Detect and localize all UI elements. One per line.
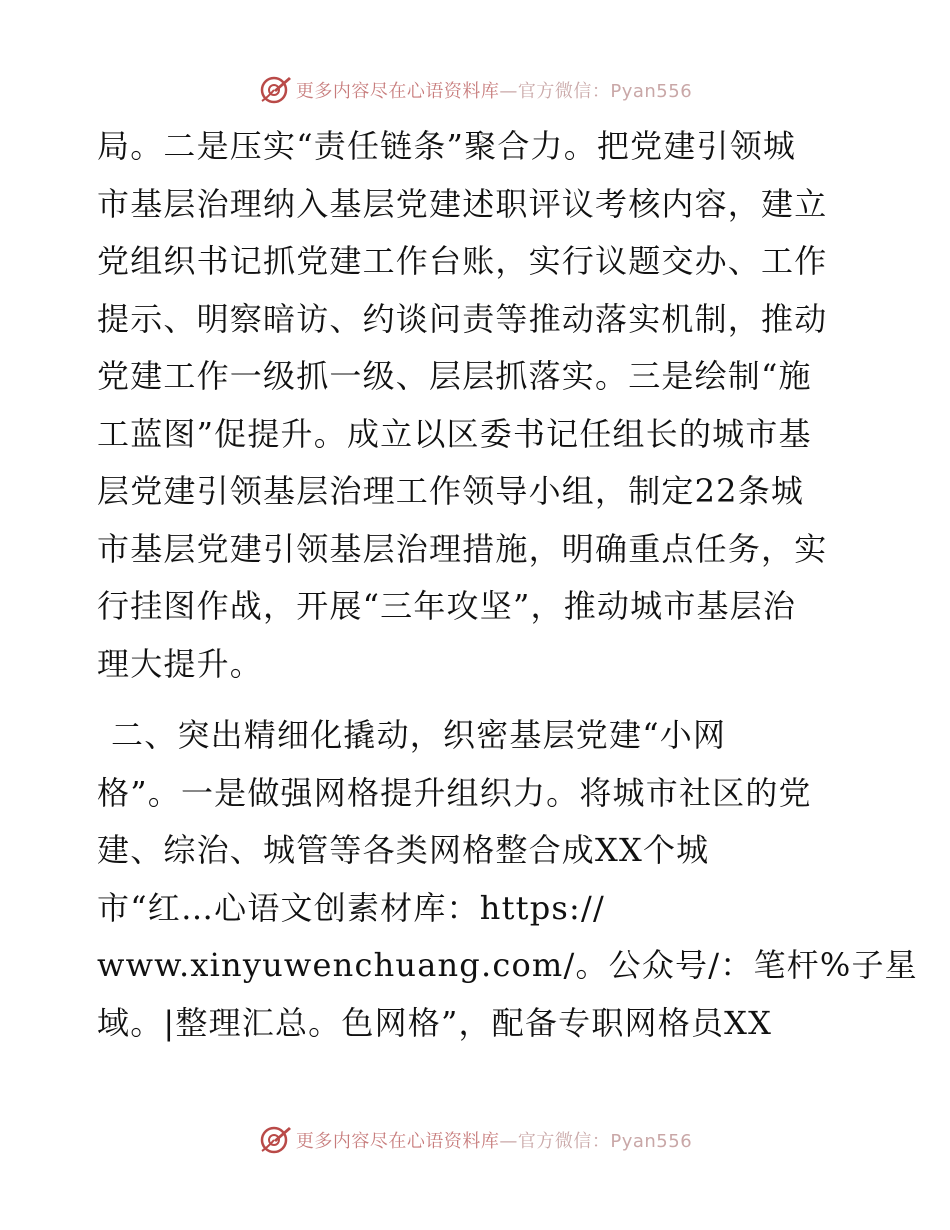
watermark-separator: — [499, 81, 518, 102]
pen-logo-icon [258, 73, 292, 107]
text-line: 工蓝图”促提升。成立以区委书记任组长的城市基 [97, 414, 812, 453]
text-line: www.xinyuwenchuang.com/。公众号/：笔杆%子星 [97, 946, 918, 984]
watermark-text [296, 1127, 692, 1153]
watermark-wechat-label: 官方微信： [517, 1131, 611, 1152]
text-line: 理大提升。 [97, 644, 264, 683]
watermark-wechat-id: Pyan556 [610, 1131, 693, 1152]
footer-watermark [0, 1120, 950, 1160]
header-watermark [0, 70, 950, 110]
text-line: 党组织书记抓党建工作台账，实行议题交办、工作 [97, 242, 828, 280]
text-line: 建、综治、城管等各类网格整合成XX个城 [97, 831, 710, 869]
text-line: 市基层治理纳入基层党建述职评议考核内容，建立 [97, 184, 828, 223]
text-line: 市“红…心语文创素材库：https:// [97, 888, 605, 927]
paragraph-gap [97, 693, 857, 707]
watermark-separator: — [499, 1131, 518, 1152]
watermark-text [296, 77, 692, 103]
text-line: 市基层党建引领基层治理措施，明确重点任务，实 [97, 529, 828, 568]
watermark-wechat-label: 官方微信： [517, 81, 611, 102]
text-line: 局。二是压实“责任链条”聚合力。把党建引领城 [97, 127, 797, 165]
paragraph-1 [97, 118, 857, 693]
paragraph-2 [97, 707, 918, 1052]
watermark-site-name: 更多内容尽在心语资料库 [295, 81, 500, 102]
text-line: 层党建引领基层治理工作领导小组，制定22条城 [97, 472, 805, 510]
document-body [97, 118, 918, 1052]
text-line: 党建工作一级抓一级、层层抓落实。三是绘制“施 [97, 357, 812, 395]
pen-logo-icon [258, 1123, 292, 1157]
section-heading-line: 二、突出精细化撬动，织密基层党建“小网 [111, 716, 727, 754]
text-line: 域。|整理汇总。色网格”，配备专职网格员XX [97, 1003, 773, 1042]
watermark-wechat-id: Pyan556 [610, 81, 693, 102]
text-line: 行挂图作战，开展“三年攻坚”，推动城市基层治 [97, 587, 797, 625]
text-line: 提示、明察暗访、约谈问责等推动落实机制，推动 [97, 299, 828, 338]
text-line: 格”。一是做强网格提升组织力。将城市社区的党 [97, 773, 812, 812]
watermark-site-name: 更多内容尽在心语资料库 [295, 1131, 500, 1152]
